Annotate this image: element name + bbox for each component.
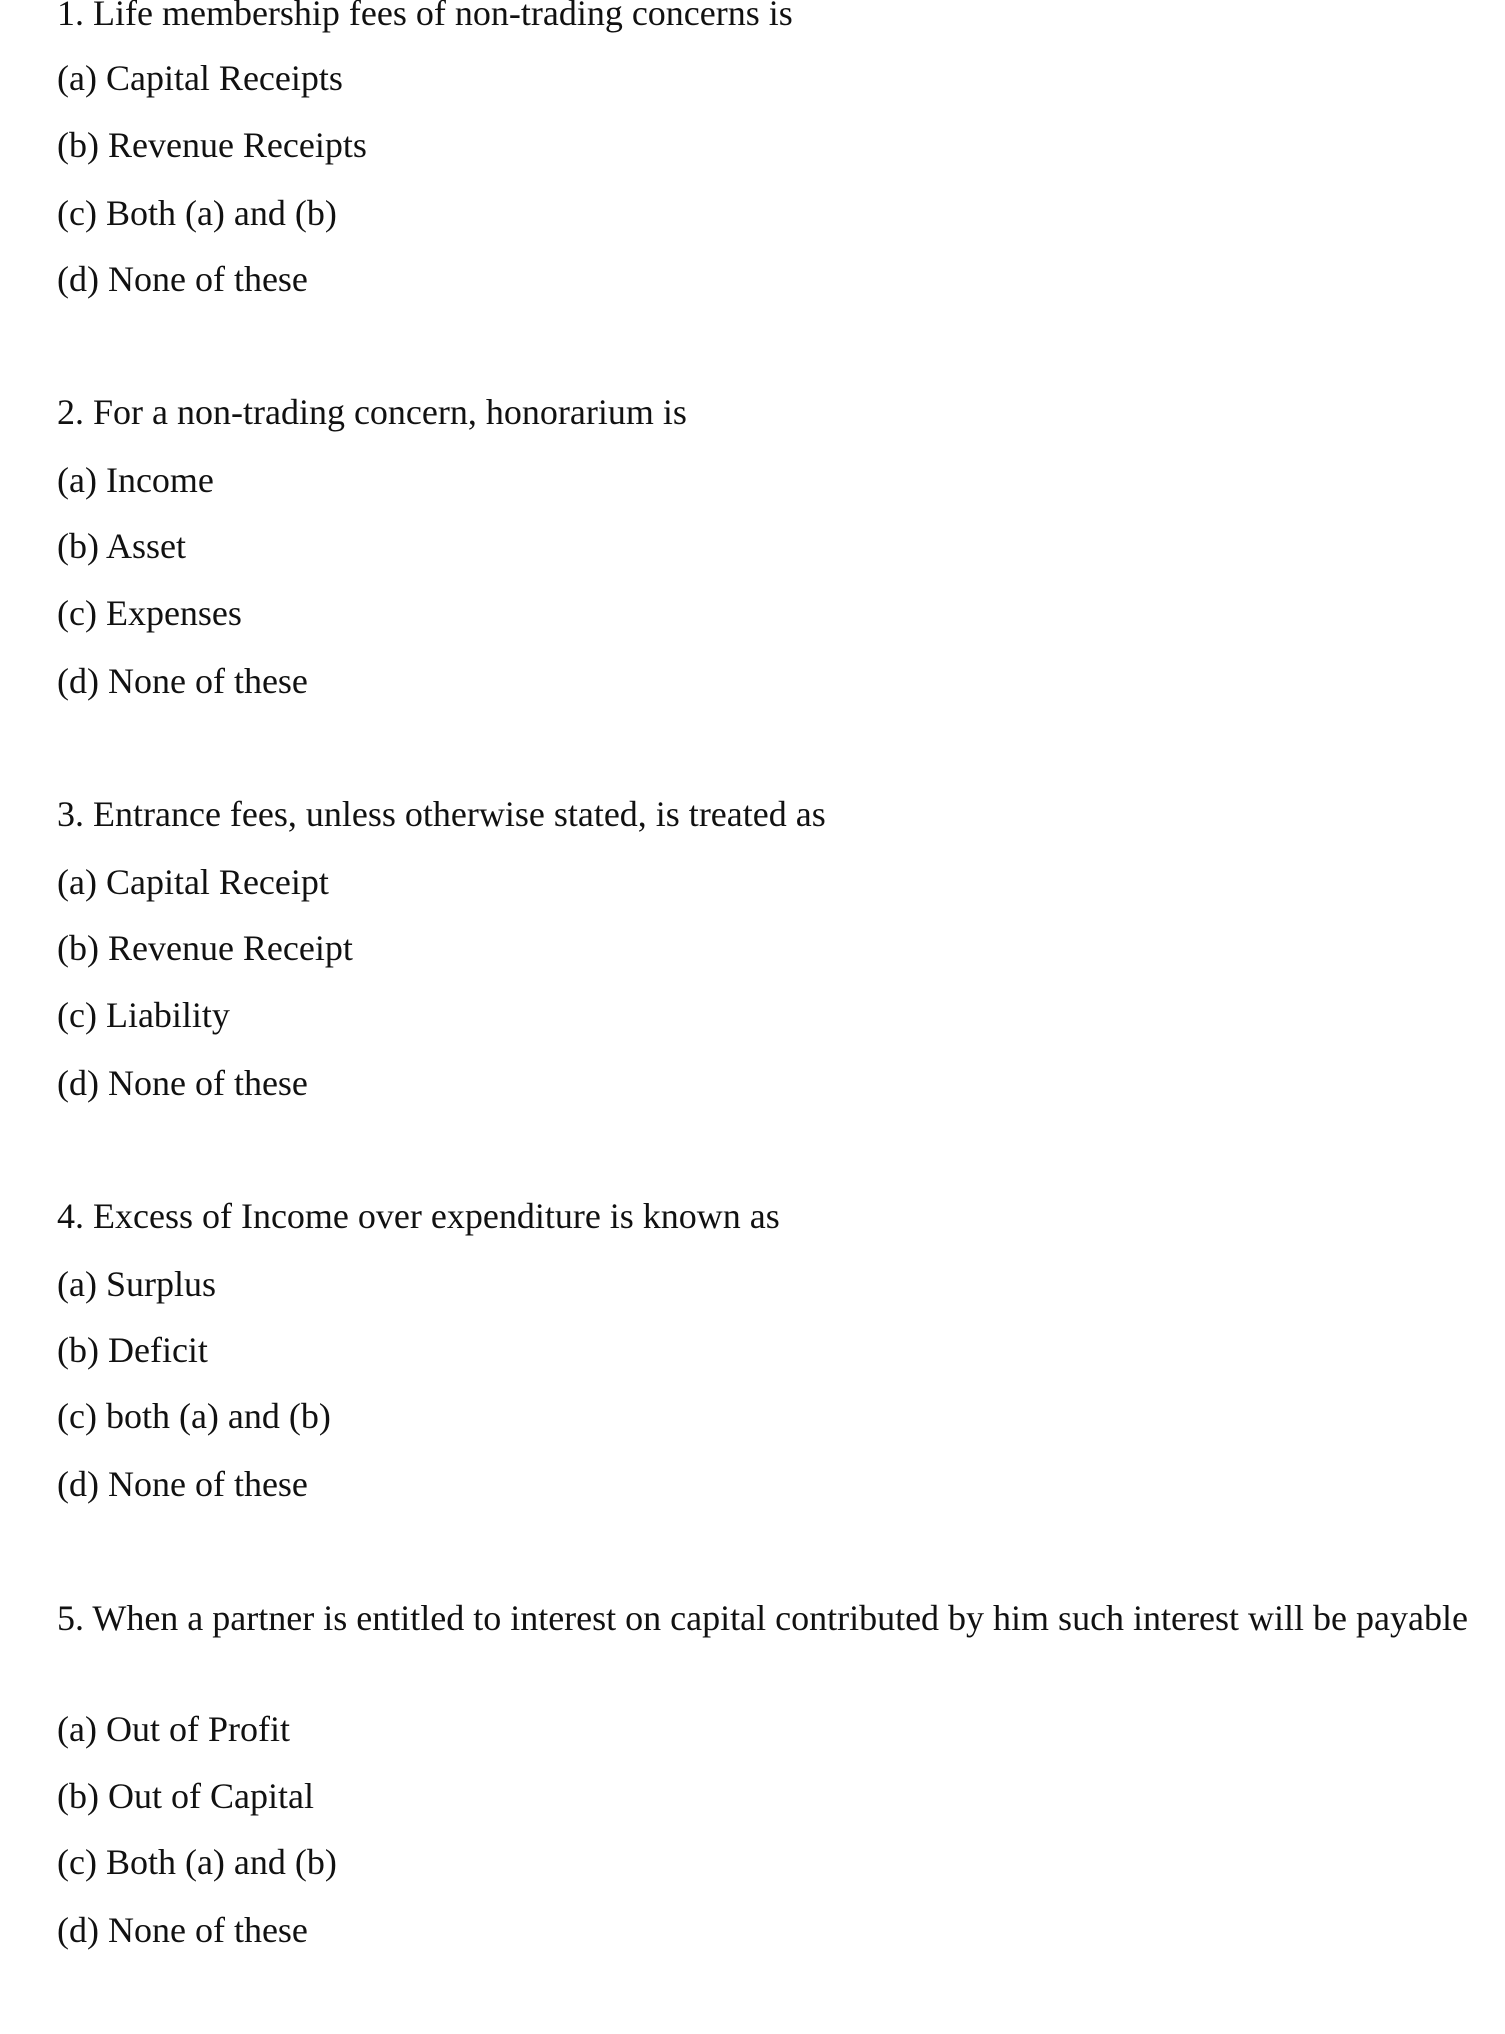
option-d: (d) None of these (57, 1464, 308, 1504)
option-b: (b) Out of Capital (57, 1776, 314, 1816)
option-c: (c) Liability (57, 995, 230, 1035)
option-a: (a) Capital Receipt (57, 862, 329, 902)
option-a: (a) Surplus (57, 1264, 216, 1304)
question-stem: 3. Entrance fees, unless otherwise stated, is treated as (57, 794, 826, 834)
option-d: (d) None of these (57, 661, 308, 701)
option-b: (b) Revenue Receipt (57, 928, 353, 968)
option-c: (c) Both (a) and (b) (57, 193, 337, 233)
option-c: (c) both (a) and (b) (57, 1396, 331, 1436)
question-stem: 4. Excess of Income over expenditure is known as (57, 1196, 780, 1236)
option-b: (b) Revenue Receipts (57, 125, 367, 165)
question-stem: 1. Life membership fees of non-trading concerns is (57, 0, 793, 33)
option-c: (c) Both (a) and (b) (57, 1842, 337, 1882)
option-a: (a) Income (57, 460, 214, 500)
option-a: (a) Out of Profit (57, 1709, 290, 1749)
option-d: (d) None of these (57, 259, 308, 299)
question-stem: 2. For a non-trading concern, honorarium is (57, 392, 687, 432)
option-b: (b) Asset (57, 526, 186, 566)
option-d: (d) None of these (57, 1910, 308, 1950)
option-a: (a) Capital Receipts (57, 58, 343, 98)
question-stem: 5. When a partner is entitled to interest on capital contributed by him such interest will be payable (57, 1598, 1468, 1638)
option-b: (b) Deficit (57, 1330, 208, 1370)
option-c: (c) Expenses (57, 593, 242, 633)
option-d: (d) None of these (57, 1063, 308, 1103)
